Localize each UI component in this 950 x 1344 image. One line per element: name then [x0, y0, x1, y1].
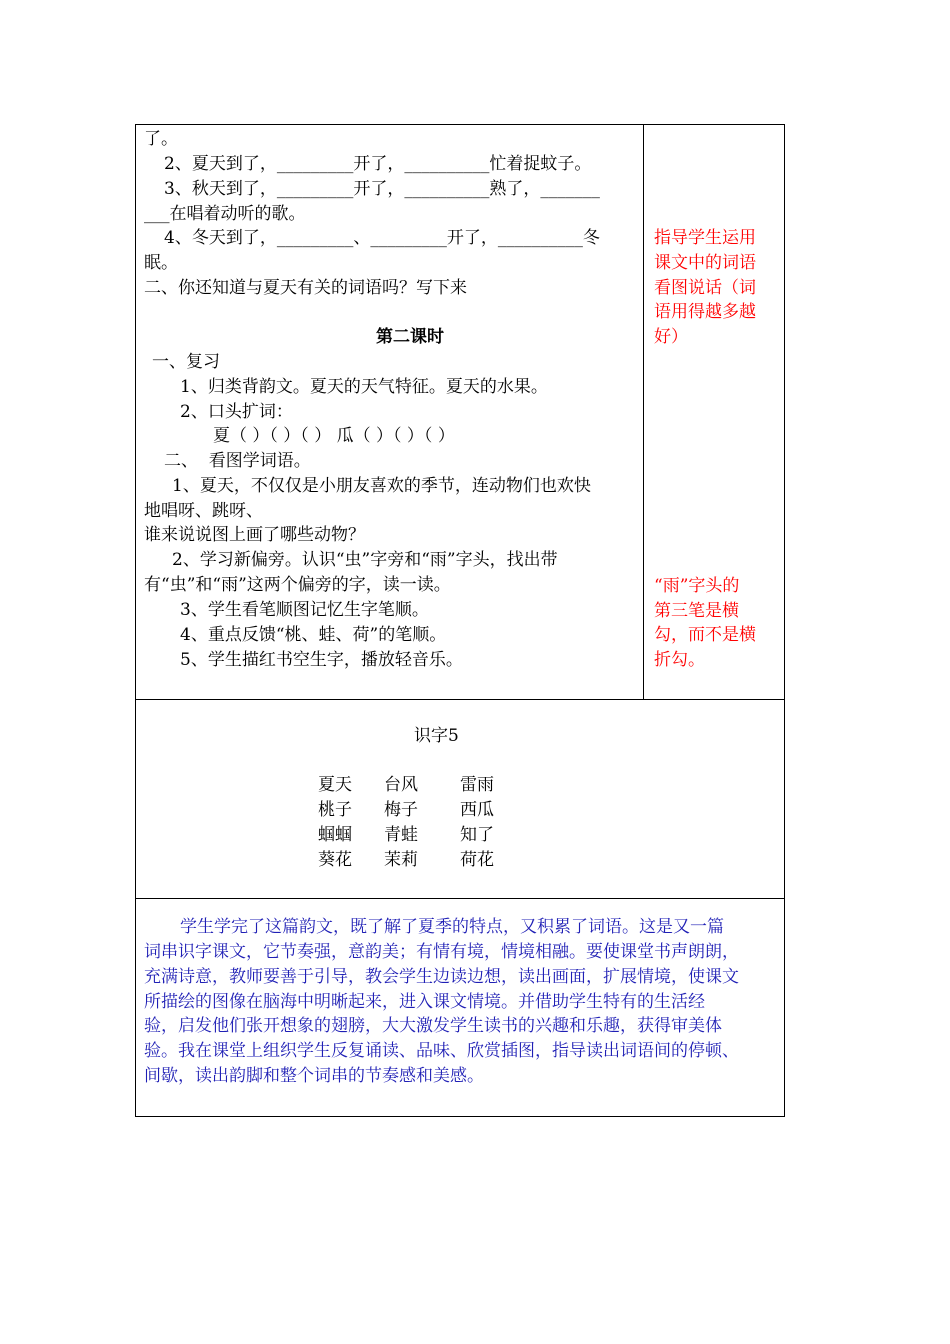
text-line: 了。 [144, 129, 178, 149]
board-title: 识字5 [414, 726, 459, 746]
lesson-table [135, 124, 785, 1117]
text-line: 2、夏天到了，_________开了，__________忙着捉蚊子。 [164, 154, 592, 174]
teaching-process-cell [136, 125, 644, 699]
board-word: 茉莉 [384, 850, 418, 870]
reflection-row [136, 899, 784, 1116]
note-line: 看图说话（词 [654, 278, 756, 298]
text-line: 5、学生描红书空生字，播放轻音乐。 [180, 650, 463, 670]
design-intent-cell [644, 125, 784, 699]
board-word: 桃子 [318, 800, 352, 820]
reflection-line: 学生学完了这篇韵文，既了解了夏季的特点，又积累了词语。这是又一篇 [180, 917, 724, 937]
board-word: 蝈蝈 [318, 825, 352, 845]
note-line: 勾，而不是横 [654, 625, 756, 645]
text-line: 3、学生看笔顺图记忆生字笔顺。 [180, 600, 429, 620]
reflection-line: 间歇，读出韵脚和整个词串的节奏感和美感。 [144, 1066, 484, 1086]
note-line: 折勾。 [654, 650, 705, 670]
board-word: 夏天 [318, 775, 352, 795]
reflection-line: 验。我在课堂上组织学生反复诵读、品味、欣赏插图，指导读出词语间的停顿、 [144, 1041, 739, 1061]
note-line: 课文中的词语 [654, 253, 756, 273]
text-line: 有“虫”和“雨”这两个偏旁的字，读一读。 [144, 575, 451, 595]
text-line: 4、冬天到了，_________、_________开了，__________冬 [164, 228, 600, 248]
text-line: 3、秋天到了，_________开了，__________熟了，_______ [164, 179, 600, 199]
board-word: 台风 [384, 775, 418, 795]
text-line: 2、学习新偏旁。认识“虫”字旁和“雨”字头，找出带 [172, 550, 558, 570]
reflection-line: 所描绘的图像在脑海中明晰起来，进入课文情境。并借助学生特有的生活经 [144, 992, 705, 1012]
text-line: 4、重点反馈“桃、蛙、荷”的笔顺。 [180, 625, 447, 645]
text-line: 眠。 [144, 253, 178, 273]
text-line: 一、复习 [152, 352, 220, 372]
note-line: 指导学生运用 [654, 228, 756, 248]
note-line: 好） [654, 327, 688, 347]
reflection-line: 充满诗意，教师要善于引导，教会学生边读边想，读出画面，扩展情境，使课文 [144, 967, 739, 987]
note-line: “雨”字头的 [654, 576, 740, 596]
board-word: 知了 [460, 825, 494, 845]
note-line: 语用得越多越 [654, 302, 756, 322]
text-line: ___在唱着动听的歌。 [144, 204, 306, 224]
text-line: 二、 看图学词语。 [164, 451, 311, 471]
board-word: 梅子 [384, 800, 418, 820]
board-word: 荷花 [460, 850, 494, 870]
process-row [136, 125, 784, 700]
section-heading: 第二课时 [376, 327, 444, 347]
board-word: 青蛙 [384, 825, 418, 845]
board-word: 葵花 [318, 850, 352, 870]
blackboard-row [136, 700, 784, 899]
text-line: 1、夏天，不仅仅是小朋友喜欢的季节，连动物们也欢快 [172, 476, 591, 496]
text-line: 谁来说说图上画了哪些动物？ [144, 525, 365, 545]
text-line: 2、口头扩词： [180, 402, 293, 422]
text-line: 地唱呀、跳呀、 [144, 501, 263, 521]
text-line: 夏（ ）（ ）（ ） 瓜（ ）（ ）（ ） [213, 426, 455, 446]
text-line: 1、归类背韵文。夏天的天气特征。夏天的水果。 [180, 377, 548, 397]
board-word: 西瓜 [460, 800, 494, 820]
reflection-line: 验，启发他们张开想象的翅膀，大大激发学生读书的兴趣和乐趣，获得审美体 [144, 1016, 722, 1036]
board-word: 雷雨 [460, 775, 494, 795]
text-line: 二、你还知道与夏天有关的词语吗？写下来 [144, 278, 467, 298]
reflection-line: 词串识字课文，它节奏强，意韵美；有情有境，情境相融。要使课堂书声朗朗， [144, 942, 739, 962]
note-line: 第三笔是横 [654, 601, 739, 621]
